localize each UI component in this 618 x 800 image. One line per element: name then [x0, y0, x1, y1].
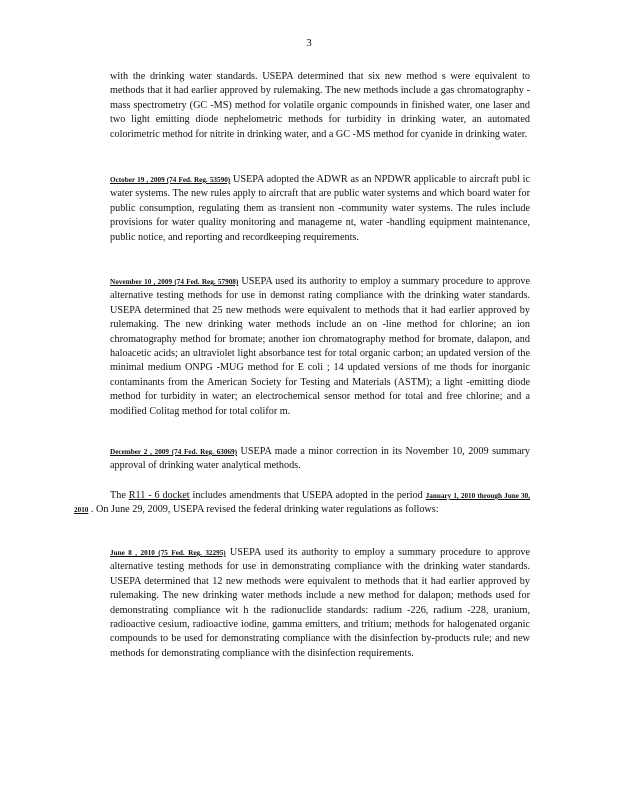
docket-tail: . On June 29, 2009, USEPA revised the federal drinking water regulations as follows: — [88, 504, 439, 516]
docket-mid: includes amendments that USEPA adopted in the period — [189, 490, 426, 501]
docket-lead: The — [110, 490, 129, 501]
page-number: 3 — [306, 37, 312, 49]
intro-text: with the drinking water standards. USEPA determined that six new method s were equivalent to methods that it had earlier approved by rulemaking. The new methods include a gas chromatography -mass spectrometry (GC -MS) method for volatile organic compounds in finished water, one laser and two light emitting diode nephelometric methods for turbidity in drinking water, an automated colorimetric method for nitrite in drinking water, and a GC -MS method for cyanide in drinking water. — [110, 71, 530, 140]
entry-november-2009 — [110, 275, 530, 419]
entry-october-2009 — [110, 173, 530, 245]
entry-citation: June 8 , 2010 (75 Fed. Reg. 32295) — [110, 549, 226, 557]
docket-paragraph — [74, 489, 530, 518]
entry-citation: December 2 , 2009 (74 Fed. Reg. 63069) — [110, 448, 238, 456]
entry-text: USEPA adopted the ADWR as an NPDWR applicable to aircraft publ ic water systems. The new rules apply to aircraft that are public water systems and which board water for public consumption, regulating them as transient non -community water systems. The rules include provisions for water quality monitoring and manageme nt, water -handling equipment maintenance, public notice, and reporting and recordkeeping requirements. — [110, 174, 530, 243]
entry-citation: November 10 , 2009 (74 Fed. Reg. 57908) — [110, 278, 239, 286]
entry-citation: October 19 , 2009 (74 Fed. Reg. 53590) — [110, 176, 231, 184]
docket-name: R11 - 6 docket — [128, 490, 190, 501]
docket-period: January 1, 2010 through June 30, 2010 — [74, 492, 530, 515]
entry-december-2009 — [110, 445, 530, 474]
intro-paragraph — [110, 70, 530, 142]
entry-text: USEPA used its authority to employ a summary procedure to approve alternative testing methods for use in demonstrating compliance with the drinking water standards. USEPA determined that 12 new methods were equivalent to methods that it had earlier approved by rulemaking. The new drinking water methods include a new method for dalapon; methods used for demonstrating compliance wit h the radionuclide standards: radium -226, radium -228, uranium, radioactive cesium, radioactive iodine, gamma emitters, and tritium; methods for halogenated organic compounds to be used for demonstrating compliance with the disinfection by-products rule; and new methods for demonstrating compliance with the disinfection requirements. — [110, 547, 530, 659]
entry-june-2010 — [110, 546, 530, 661]
entry-text: USEPA used its authority to employ a summary procedure to approve alternative testing methods for use in demonst rating compliance with the drinking water standards. USEPA determined that 25 new methods were equivalent to methods that it had earlier approved by rulemaking. The new drinking water methods include an on -line method for chlorine; an ion chromatography method for bromate; another ion chromatography method for bromate, dalapon, and haloacetic acids; an ultraviolet light absorbance test for total organic carbon; an updated version of the minimal medium ONPG -MUG method for E coli ; 14 updated versions of me thods for inorganic contaminants from the American Society for Testing and Materials (ASTM); a light -emitting diode method for turbidity in water; an electrochemical sensor method for total and free chlorine; and a modified Colitag method for total colifor m. — [110, 276, 530, 417]
entry-text: USEPA made a minor correction in its November 10, 2009 summary approval of drinking water analytical methods. — [110, 446, 530, 472]
